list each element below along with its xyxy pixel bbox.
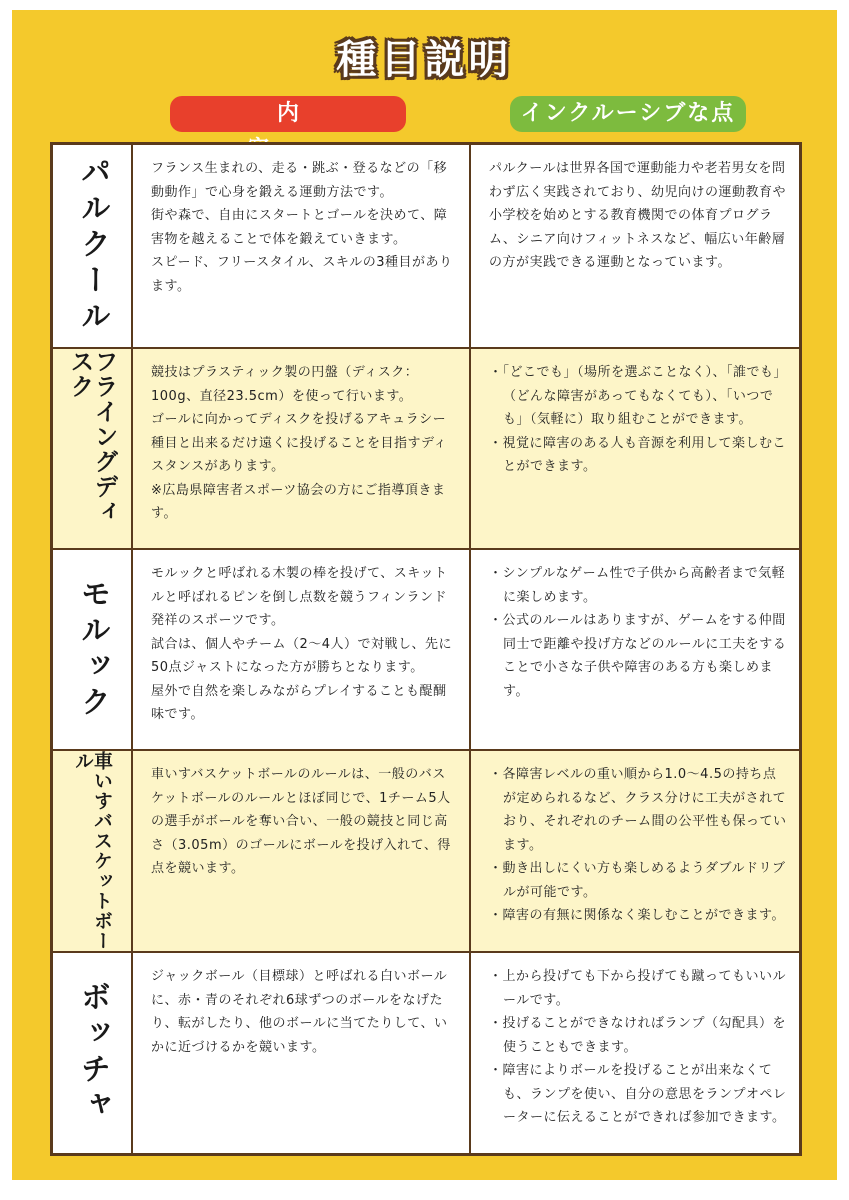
sport-name-cell (53, 953, 133, 1153)
content-cell (133, 145, 471, 347)
inclusive-bullet: ・障害によりボールを投げることが出来なくても、ランプを使い、自分の意思をランプオペレーターに伝えることができれば参加できます。 (489, 1063, 787, 1125)
content-cell (133, 751, 471, 951)
content-cell (133, 550, 471, 749)
content-text: ジャックボール（目標球）と呼ばれる白いボールに、赤・青のそれぞれ6球ずつのボールをなげたり、転がしたり、他のボールに当てたりして、いかに近づけるかを競います。 (151, 969, 448, 1055)
header-inclusive: インクルーシブな点 (510, 96, 746, 132)
table-row-wheelchair-basketball (53, 749, 799, 951)
content-cell (133, 349, 471, 548)
table-row-flying-disc (53, 347, 799, 548)
sport-name: パルクール (75, 156, 110, 336)
sports-table (50, 142, 802, 1156)
content-cell (133, 953, 471, 1153)
inclusive-bullet: ・シンプルなゲーム性で子供から高齢者まで気軽に楽しめます。 (489, 566, 786, 605)
inclusive-cell (471, 550, 799, 749)
sport-name: モルック (75, 577, 110, 722)
inclusive-cell (471, 751, 799, 951)
header-content: 内 (170, 96, 406, 132)
inclusive-bullet: ・障害の有無に関係なく楽しむことができます。 (489, 908, 785, 923)
inclusive-bullet: ・「どこでも」（場所を選ぶことなく）、「誰でも」（どんな障害があってもなくても）、「いつでも」（気軽に）取り組むことができます。 (489, 365, 788, 427)
page-title: 種目説明 (336, 37, 513, 83)
inclusive-bullet: ・各障害レベルの重い順から1.0～4.5の持ち点が定められるなど、クラス分けに工夫がされており、それぞれのチーム間の公平性も保っています。 (489, 767, 787, 853)
sport-name-cell (53, 751, 133, 951)
table-row-parkour (53, 145, 799, 347)
content-text: フランス生まれの、走る・跳ぶ・登るなどの「移動動作」で心身を鍛える運動方法です。 街や森で、自由にスタートとゴールを決めて、障害物を越えることで体を鍛えていきます。 スピード、フリースタイル、スキルの3種目があります。 (151, 161, 453, 294)
sport-name-cell (53, 550, 133, 749)
sport-name: 車いすバスケットボール (72, 751, 113, 951)
inclusive-cell (471, 953, 799, 1153)
inclusive-bullet: ・動き出しにくい方も楽しめるようダブルドリブルが可能です。 (489, 861, 786, 900)
inclusive-cell (471, 145, 799, 347)
sport-name: フライングディスク (66, 349, 118, 524)
inclusive-cell (471, 349, 799, 548)
content-text: 車いすバスケットボールのルールは、一般のバスケットボールのルールとほぼ同じで、1チーム5人の選手がボールを奪い合い、一般の競技と同じ高さ（3.05m）のゴールにボールを投げ入れて、得点を競います。 (151, 767, 451, 876)
poster-background (12, 10, 837, 1180)
inclusive-bullet: ・上から投げても下から投げても蹴ってもいいルールです。 (489, 969, 787, 1008)
sport-name-cell (53, 145, 133, 347)
table-row-molkky (53, 548, 799, 749)
table-row-boccia (53, 951, 799, 1153)
sport-name-cell (53, 349, 133, 548)
inclusive-text: パルクールは世界各国で運動能力や老若男女を問わず広く実践されており、幼児向けの運動教育や小学校を始めとする教育機関での体育プログラム、シニア向けフィットネスなど、幅広い年齢層の方が実践できる運動となっています。 (489, 161, 787, 270)
sport-name: ボッチャ (75, 981, 110, 1125)
inclusive-bullet: ・投げることができなければランプ（勾配具）を使うこともできます。 (489, 1016, 787, 1055)
content-text: モルックと呼ばれる木製の棒を投げて、スキットルと呼ばれるピンを倒し点数を競うフィンランド発祥のスポーツです。 試合は、個人やチーム（2～4人）で対戦し、先に50点ジャストになった方が勝ちとなります。 屋外で自然を楽しみながらプレイすることも醍醐味です。 (151, 566, 453, 722)
inclusive-bullet: ・公式のルールはありますが、ゲームをする仲間同士で距離や投げ方などのルールに工夫をすることで小さな子供や障害のある方も楽しめます。 (489, 613, 787, 699)
content-text: 競技はプラスティック製の円盤（ディスク：100g、直径23.5cm）を使って行います。 ゴールに向かってディスクを投げるアキュラシー種目と出来るだけ遠くに投げることを目指すディスタンスがあります。 ※広島県障害者スポーツ協会の方にご指導頂きます。 (151, 365, 447, 521)
inclusive-bullet: ・視覚に障害のある人も音源を利用して楽しむことができます。 (489, 435, 787, 474)
